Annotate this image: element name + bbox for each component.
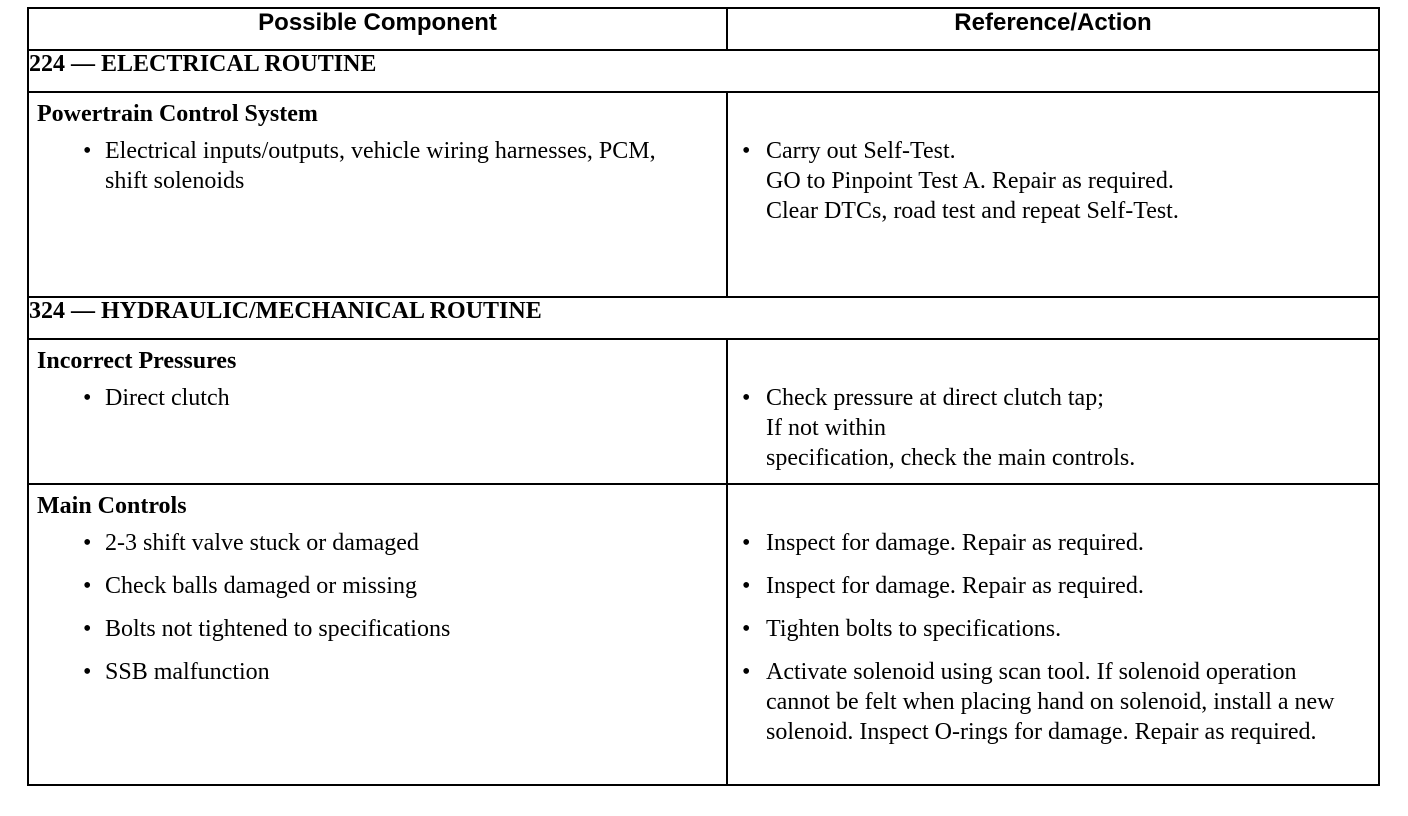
group-title: Main Controls — [37, 493, 187, 519]
bullet-icon: • — [742, 385, 751, 411]
bullet-icon: • — [742, 616, 751, 642]
action-item — [728, 383, 1378, 473]
component-cell — [28, 484, 727, 785]
bullet-icon: • — [83, 138, 92, 164]
component-item — [29, 528, 726, 558]
bullet-icon: • — [742, 138, 751, 164]
action-line: Inspect for damage. Repair as required. — [766, 573, 1144, 599]
bullet-icon: • — [742, 573, 751, 599]
component-text: Check balls damaged or missing — [105, 573, 417, 599]
group-row — [28, 339, 1379, 484]
action-line: GO to Pinpoint Test A. Repair as required. — [766, 168, 1174, 194]
header-reference-action: Reference/Action — [727, 8, 1379, 50]
action-item — [728, 136, 1378, 226]
component-cell — [28, 339, 727, 484]
component-text: SSB malfunction — [105, 659, 270, 685]
bullet-icon: • — [742, 530, 751, 556]
action-line: Activate solenoid using scan tool. If solenoid operation cannot be felt when placing hand on solenoid, install a new solenoid. Inspect O-rings for damage. Repair as required. — [766, 659, 1335, 745]
component-text: Electrical inputs/outputs, vehicle wiring harnesses, PCM, shift solenoids — [105, 138, 656, 194]
action-line: Clear DTCs, road test and repeat Self-Test. — [766, 198, 1179, 224]
action-cell — [727, 484, 1379, 785]
component-item — [29, 136, 726, 196]
action-line: specification, check the main controls. — [766, 445, 1136, 471]
bullet-icon: • — [83, 530, 92, 556]
action-line: Check pressure at direct clutch tap; — [766, 385, 1104, 411]
action-item — [728, 657, 1378, 747]
bullet-icon: • — [742, 659, 751, 685]
header-possible-component: Possible Component — [28, 8, 727, 50]
group-title: Incorrect Pressures — [37, 348, 237, 374]
component-item — [29, 614, 726, 644]
component-cell — [28, 92, 727, 297]
action-item — [728, 614, 1378, 644]
bullet-icon: • — [83, 616, 92, 642]
group-row — [28, 92, 1379, 297]
action-item — [728, 528, 1378, 558]
action-cell — [727, 92, 1379, 297]
header-row — [28, 8, 1379, 50]
action-line: Inspect for damage. Repair as required. — [766, 530, 1144, 556]
component-item — [29, 383, 726, 413]
action-line: Carry out Self-Test. — [766, 138, 956, 164]
routine-title: 324 — HYDRAULIC/MECHANICAL ROUTINE — [28, 297, 1379, 339]
routine-row — [28, 297, 1379, 339]
component-item — [29, 571, 726, 601]
action-item — [728, 571, 1378, 601]
component-item — [29, 657, 726, 687]
bullet-icon: • — [83, 659, 92, 685]
group-row — [28, 484, 1379, 785]
bullet-icon: • — [83, 385, 92, 411]
routine-row — [28, 50, 1379, 92]
bullet-icon: • — [83, 573, 92, 599]
action-line: If not within — [766, 415, 886, 441]
action-line: Tighten bolts to specifications. — [766, 616, 1062, 642]
component-text: 2-3 shift valve stuck or damaged — [105, 530, 419, 556]
diagnostic-table — [27, 7, 1380, 786]
routine-title: 224 — ELECTRICAL ROUTINE — [28, 50, 1379, 92]
group-title: Powertrain Control System — [37, 101, 318, 127]
action-cell — [727, 339, 1379, 484]
component-text: Direct clutch — [105, 385, 230, 411]
component-text: Bolts not tightened to specifications — [105, 616, 451, 642]
